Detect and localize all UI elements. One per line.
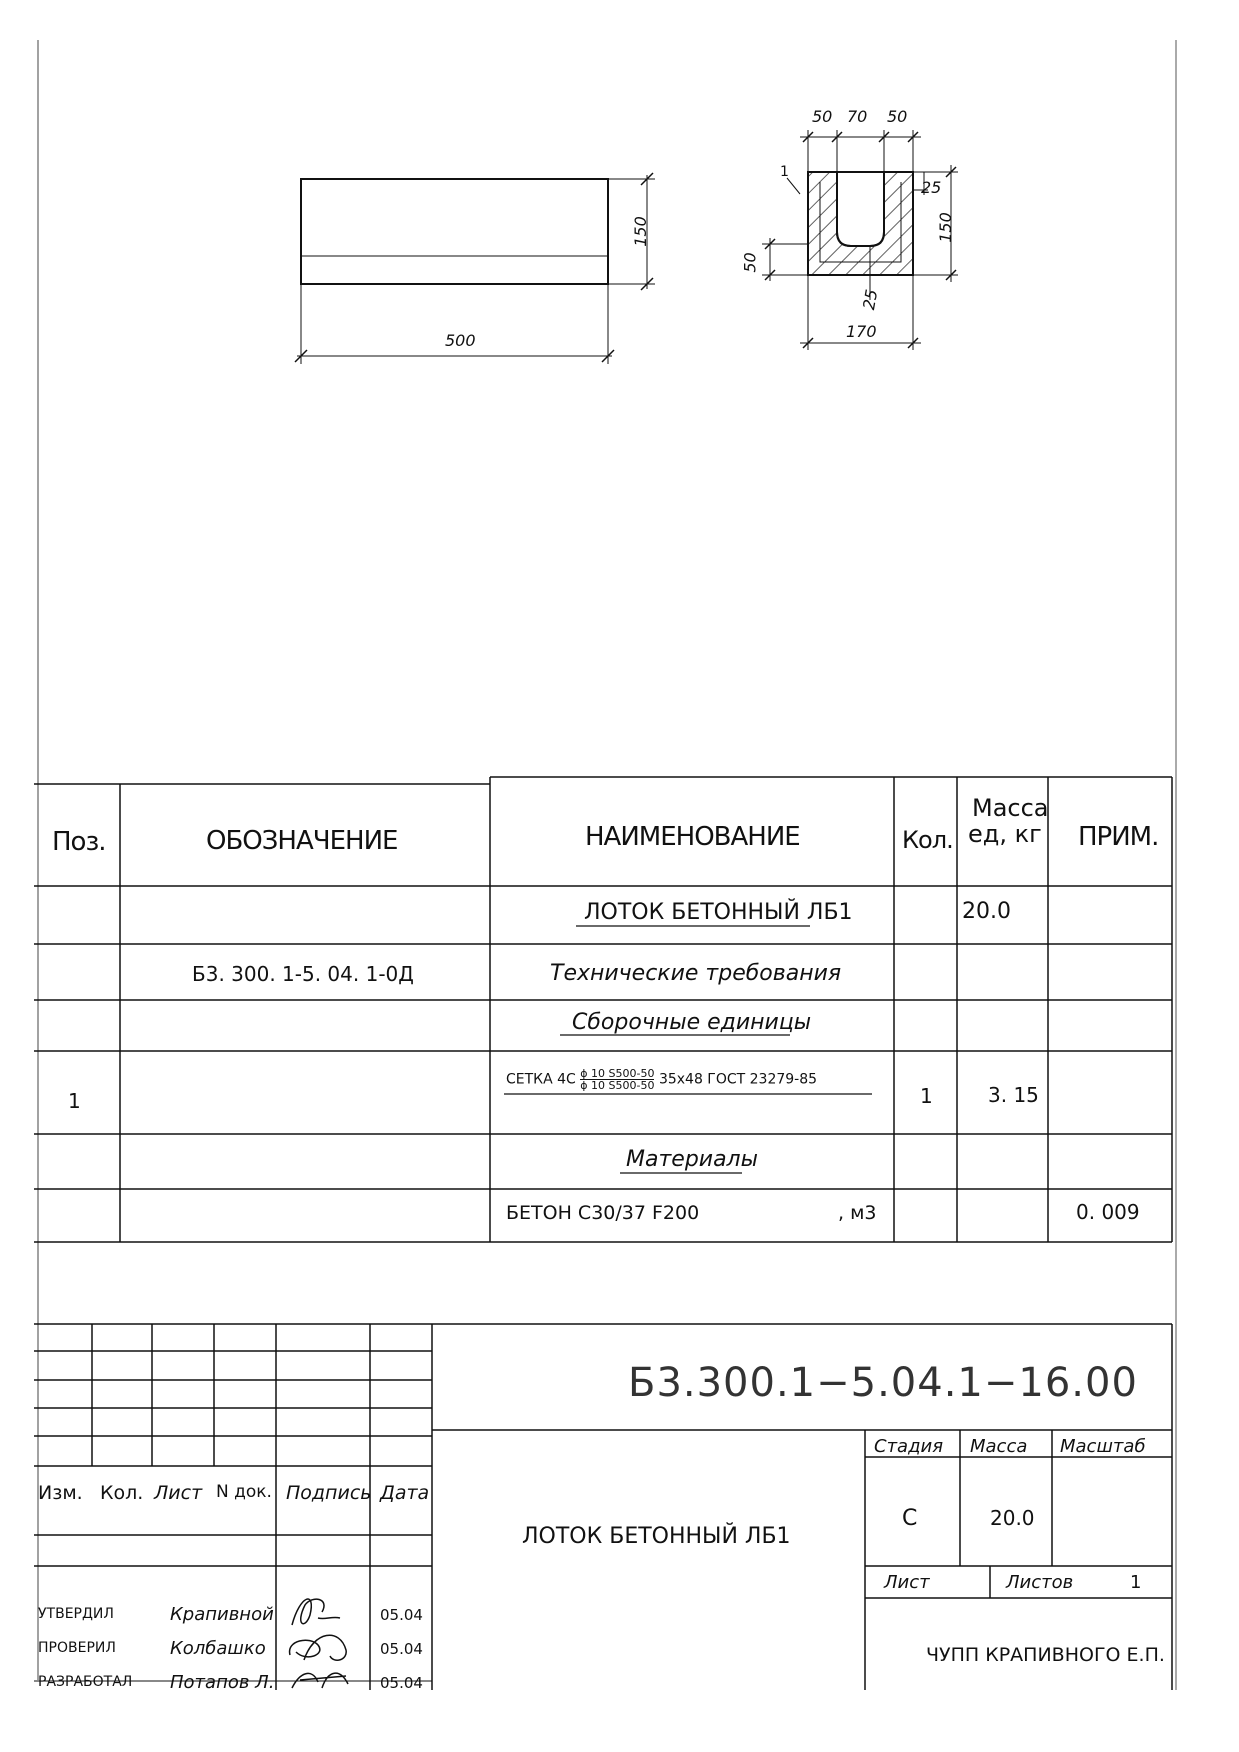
row4-pos: 1	[68, 1089, 81, 1113]
section-dim-width: 170	[846, 322, 877, 341]
row5-name: Материалы	[626, 1147, 758, 1172]
mass-label: Масса	[970, 1436, 1028, 1457]
mass-value: 20.0	[990, 1506, 1035, 1530]
doc-number: Б3.300.1−5.04.1−16.00	[628, 1360, 1138, 1406]
row4-name	[506, 1068, 817, 1091]
rev-header-date: Дата	[380, 1482, 430, 1504]
section-dim-right: 50	[887, 107, 908, 126]
header-pos: Поз.	[52, 827, 106, 857]
row4-frac-bottom: ϕ 10 S500-50	[580, 1079, 655, 1092]
sheets-value: 1	[1130, 1572, 1142, 1593]
row2-designation: Б3. 300. 1-5. 04. 1-0Д	[192, 962, 414, 986]
header-note: ПРИМ.	[1078, 822, 1159, 852]
row6-note: 0. 009	[1076, 1200, 1140, 1224]
approval-date-developed: 05.04	[380, 1674, 423, 1692]
approval-date-checked: 05.04	[380, 1640, 423, 1658]
header-mass	[968, 795, 1049, 847]
header-qty: Кол.	[902, 826, 953, 854]
section-dim-left-height: 50	[740, 252, 760, 273]
sheet-label: Лист	[884, 1572, 930, 1593]
stage-label: Стадия	[874, 1436, 944, 1457]
section-dim-middle: 70	[847, 107, 868, 126]
section-callout: 1	[780, 164, 789, 180]
signatures	[290, 1599, 348, 1688]
approval-role-developed: РАЗРАБОТАЛ	[38, 1674, 133, 1690]
row2-name: Технические требования	[550, 961, 842, 986]
scale-label: Масштаб	[1060, 1436, 1146, 1457]
approval-role-checked: ПРОВЕРИЛ	[38, 1640, 116, 1656]
organization: ЧУПП КРАПИВНОГО Е.П.	[926, 1644, 1165, 1666]
row4-frac-top: ϕ 10 S500-50	[580, 1067, 655, 1080]
row4-mass: 3. 15	[988, 1083, 1039, 1107]
row1-name: ЛОТОК БЕТОННЫЙ ЛБ1	[584, 900, 853, 925]
approval-role-approved: УТВЕРДИЛ	[38, 1606, 114, 1622]
row6-unit: , м3	[838, 1202, 877, 1224]
section-view	[762, 130, 958, 350]
section-dim-height: 150	[935, 212, 955, 243]
rev-header-sheet: Лист	[154, 1482, 203, 1504]
front-length-dim: 500	[445, 331, 476, 350]
approval-name-developed: Потапов Л.	[170, 1672, 275, 1693]
section-dim-wall: 25	[921, 178, 942, 197]
row4-qty: 1	[920, 1084, 933, 1108]
stage-value: С	[902, 1506, 918, 1531]
header-name: НАИМЕНОВАНИЕ	[585, 822, 800, 852]
rev-header-change: Изм.	[38, 1482, 83, 1504]
header-designation: ОБОЗНАЧЕНИЕ	[206, 826, 398, 856]
sheets-label: Листов	[1006, 1572, 1074, 1593]
approval-name-approved: Крапивной	[170, 1604, 274, 1625]
approval-name-checked: Колбашко	[170, 1638, 266, 1659]
front-height-dim: 150	[630, 216, 650, 247]
header-mass-line1: Масса	[972, 794, 1049, 822]
row4-name-prefix: СЕТКА 4С	[506, 1071, 576, 1088]
row1-mass: 20.0	[962, 899, 1011, 924]
section-dim-left: 50	[812, 107, 833, 126]
rev-header-signature: Подпись	[286, 1482, 372, 1504]
row3-name: Сборочные единицы	[572, 1010, 812, 1035]
rev-header-qty: Кол.	[100, 1482, 144, 1504]
drawing-title: ЛОТОК БЕТОННЫЙ ЛБ1	[522, 1524, 791, 1549]
row6-name: БЕТОН С30/37 F200	[506, 1202, 700, 1224]
header-mass-line2: ед, кг	[968, 820, 1042, 848]
approval-date-approved: 05.04	[380, 1606, 423, 1624]
row4-name-suffix: 35x48 ГОСТ 23279-85	[658, 1071, 818, 1088]
section-dim-bottom: 25	[859, 287, 882, 312]
rev-header-docno: N док.	[216, 1482, 272, 1502]
row4-name-fraction	[580, 1068, 654, 1091]
